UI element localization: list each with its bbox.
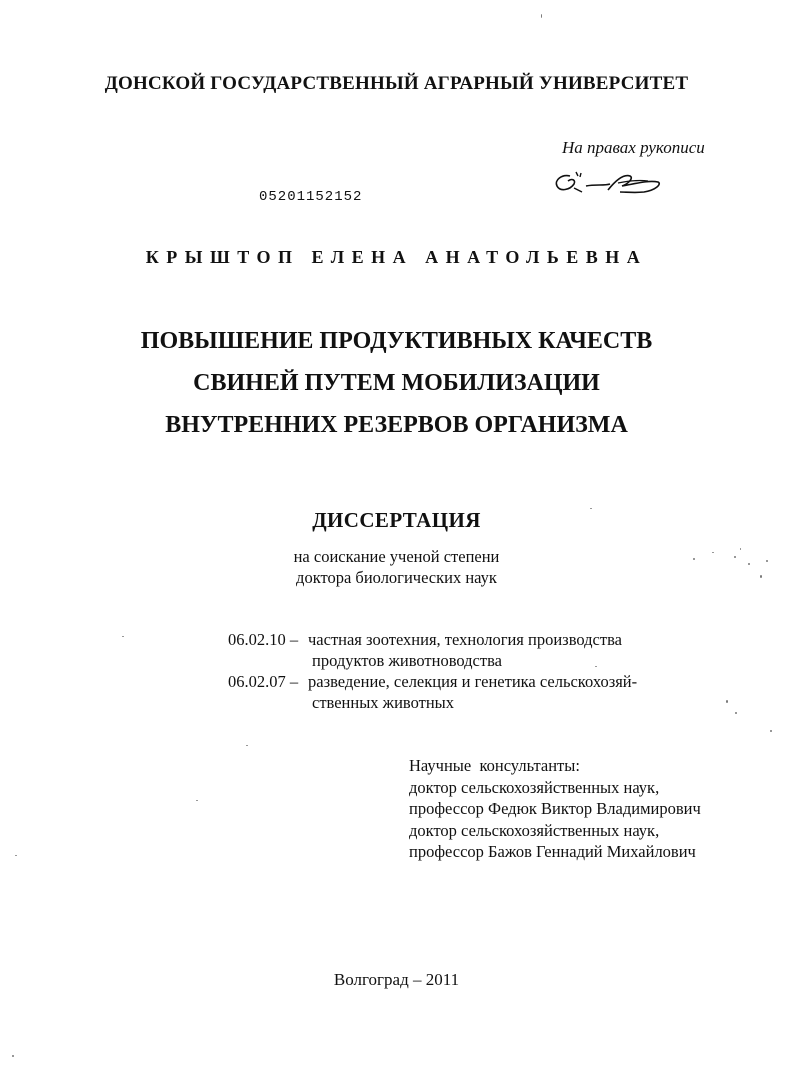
specialty-code: 06.02.07 – [228, 672, 299, 691]
signature [548, 162, 673, 204]
document-type: ДИССЕРТАЦИЯ [312, 508, 481, 532]
document-number: 05201152152 [259, 189, 363, 205]
specialty-description: разведение, селекция и генетика сельскохозяй- [308, 672, 638, 691]
consultant-line: доктор сельскохозяйственных наук, [409, 820, 660, 840]
specialty-item [228, 629, 622, 671]
title-line: ПОВЫШЕНИЕ ПРОДУКТИВНЫХ КАЧЕСТВ [140, 328, 653, 354]
specialty-description: частная зоотехния, технология производства [308, 630, 622, 649]
place-and-year: Волгоград – 2011 [333, 970, 460, 989]
university-name: ДОНСКОЙ ГОСУДАРСТВЕННЫЙ АГРАРНЫЙ УНИВЕРСИТЕТ [104, 73, 689, 94]
consultants-heading: Научные консультанты: [409, 756, 580, 775]
title-line: ВНУТРЕННИХ РЕЗЕРВОВ ОРГАНИЗМА [165, 412, 628, 438]
author-name: КРЫШТОП ЕЛЕНА АНАТОЛЬЕВНА [145, 247, 648, 267]
consultant-line: доктор сельскохозяйственных наук, [409, 777, 660, 797]
title-line: СВИНЕЙ ПУТЕМ МОБИЛИЗАЦИИ [193, 370, 600, 396]
manuscript-note: На правах рукописи [562, 138, 705, 157]
specialty-description-continued: продуктов животноводства [312, 651, 502, 670]
degree-statement [0, 546, 793, 588]
degree-line: на соискание ученой степени [293, 547, 500, 566]
scientific-consultants [409, 755, 701, 863]
degree-line: доктора биологических наук [296, 568, 497, 587]
dissertation-title [0, 320, 793, 446]
consultant-line: профессор Бажов Геннадий Михайлович [409, 842, 696, 861]
consultant-line: профессор Федюк Виктор Владимирович [409, 799, 701, 818]
specialty-item [228, 671, 637, 713]
specialty-code: 06.02.10 – [228, 630, 299, 649]
specialty-description-continued: ственных животных [312, 693, 454, 712]
